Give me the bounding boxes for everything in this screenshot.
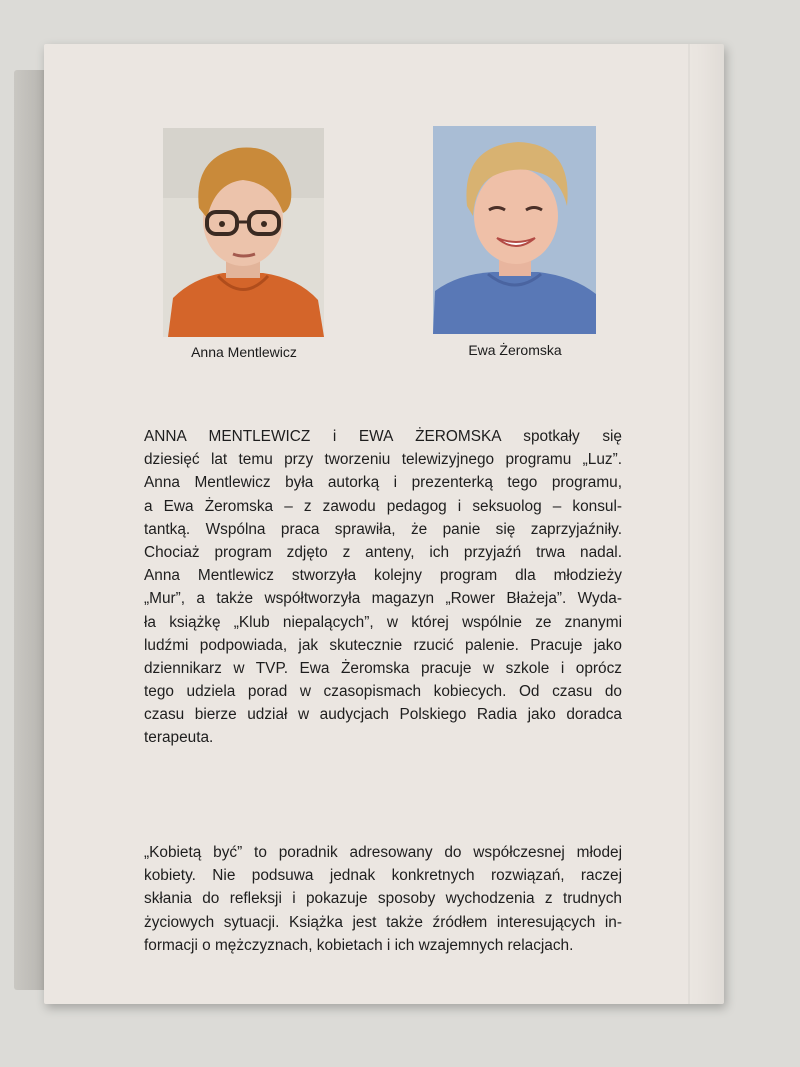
text-line: terapeuta. [144,729,214,747]
author-caption: Anna Mentlewicz [191,344,297,360]
text-line: „Kobietą być” to poradnik adresowany do współczesnej młodej [144,844,622,861]
cover-fold-line [688,44,690,1004]
author-photo-ewa-zeromska [433,126,596,334]
author-bio-paragraph [144,425,622,750]
book-description-paragraph [144,841,622,957]
text-line: skłania do refleksji i pokazuje sposoby wychodzenia z trudnych [144,890,622,908]
text-line: ła książkę „Klub niepalących”, w której wspólnie ze znanymi [144,613,622,631]
book-back-cover [44,44,724,1004]
text-line: Anna Mentlewicz była autorką i prezenterką tego programu, [144,474,622,492]
text-line: tantką. Wspólna praca sprawiła, że panie się zaprzyjaźniły. [144,520,622,538]
portrait-illustration [433,126,596,334]
text-line: ludźmi podpowiada, jak skutecznie rzucić palenie. Pracuje jako [144,636,622,654]
author-photo-anna-mentlewicz [163,128,324,337]
text-line: Anna Mentlewicz stworzyła kolejny program dla młodzieży [144,567,622,585]
text-line: tego udziela porad w czasopismach kobiecych. Od czasu do [144,683,622,701]
author-caption: Ewa Żeromska [468,342,562,358]
text-line: dziennikarz w TVP. Ewa Żeromska pracuje w szkole i oprócz [144,659,622,677]
text-line: a Ewa Żeromska – z zawodu pedagog i seksuolog – konsul- [144,497,622,515]
text-line: formacji o mężczyznach, kobietach i ich wzajemnych relacjach. [144,936,574,954]
text-line: Chociaż program zdjęto z anteny, ich przyjaźń trwa nadal. [144,543,622,561]
portrait-illustration [163,128,324,337]
text-line: kobiety. Nie podsuwa jednak konkretnych rozwiązań, raczej [144,867,622,885]
text-line: dziesięć lat temu przy tworzeniu telewizyjnego programu „Luz”. [144,451,622,469]
text-line: ANNA MENTLEWICZ i EWA ŻEROMSKA spotkały się [144,428,622,445]
text-line: czasu bierze udział w audycjach Polskiego Radia jako doradca [144,706,622,724]
text-line: życiowych sytuacji. Książka jest także źródłem interesujących in- [144,913,622,931]
text-line: „Mur”, a także współtworzyła magazyn „Rower Błażeja”. Wyda- [144,590,622,608]
